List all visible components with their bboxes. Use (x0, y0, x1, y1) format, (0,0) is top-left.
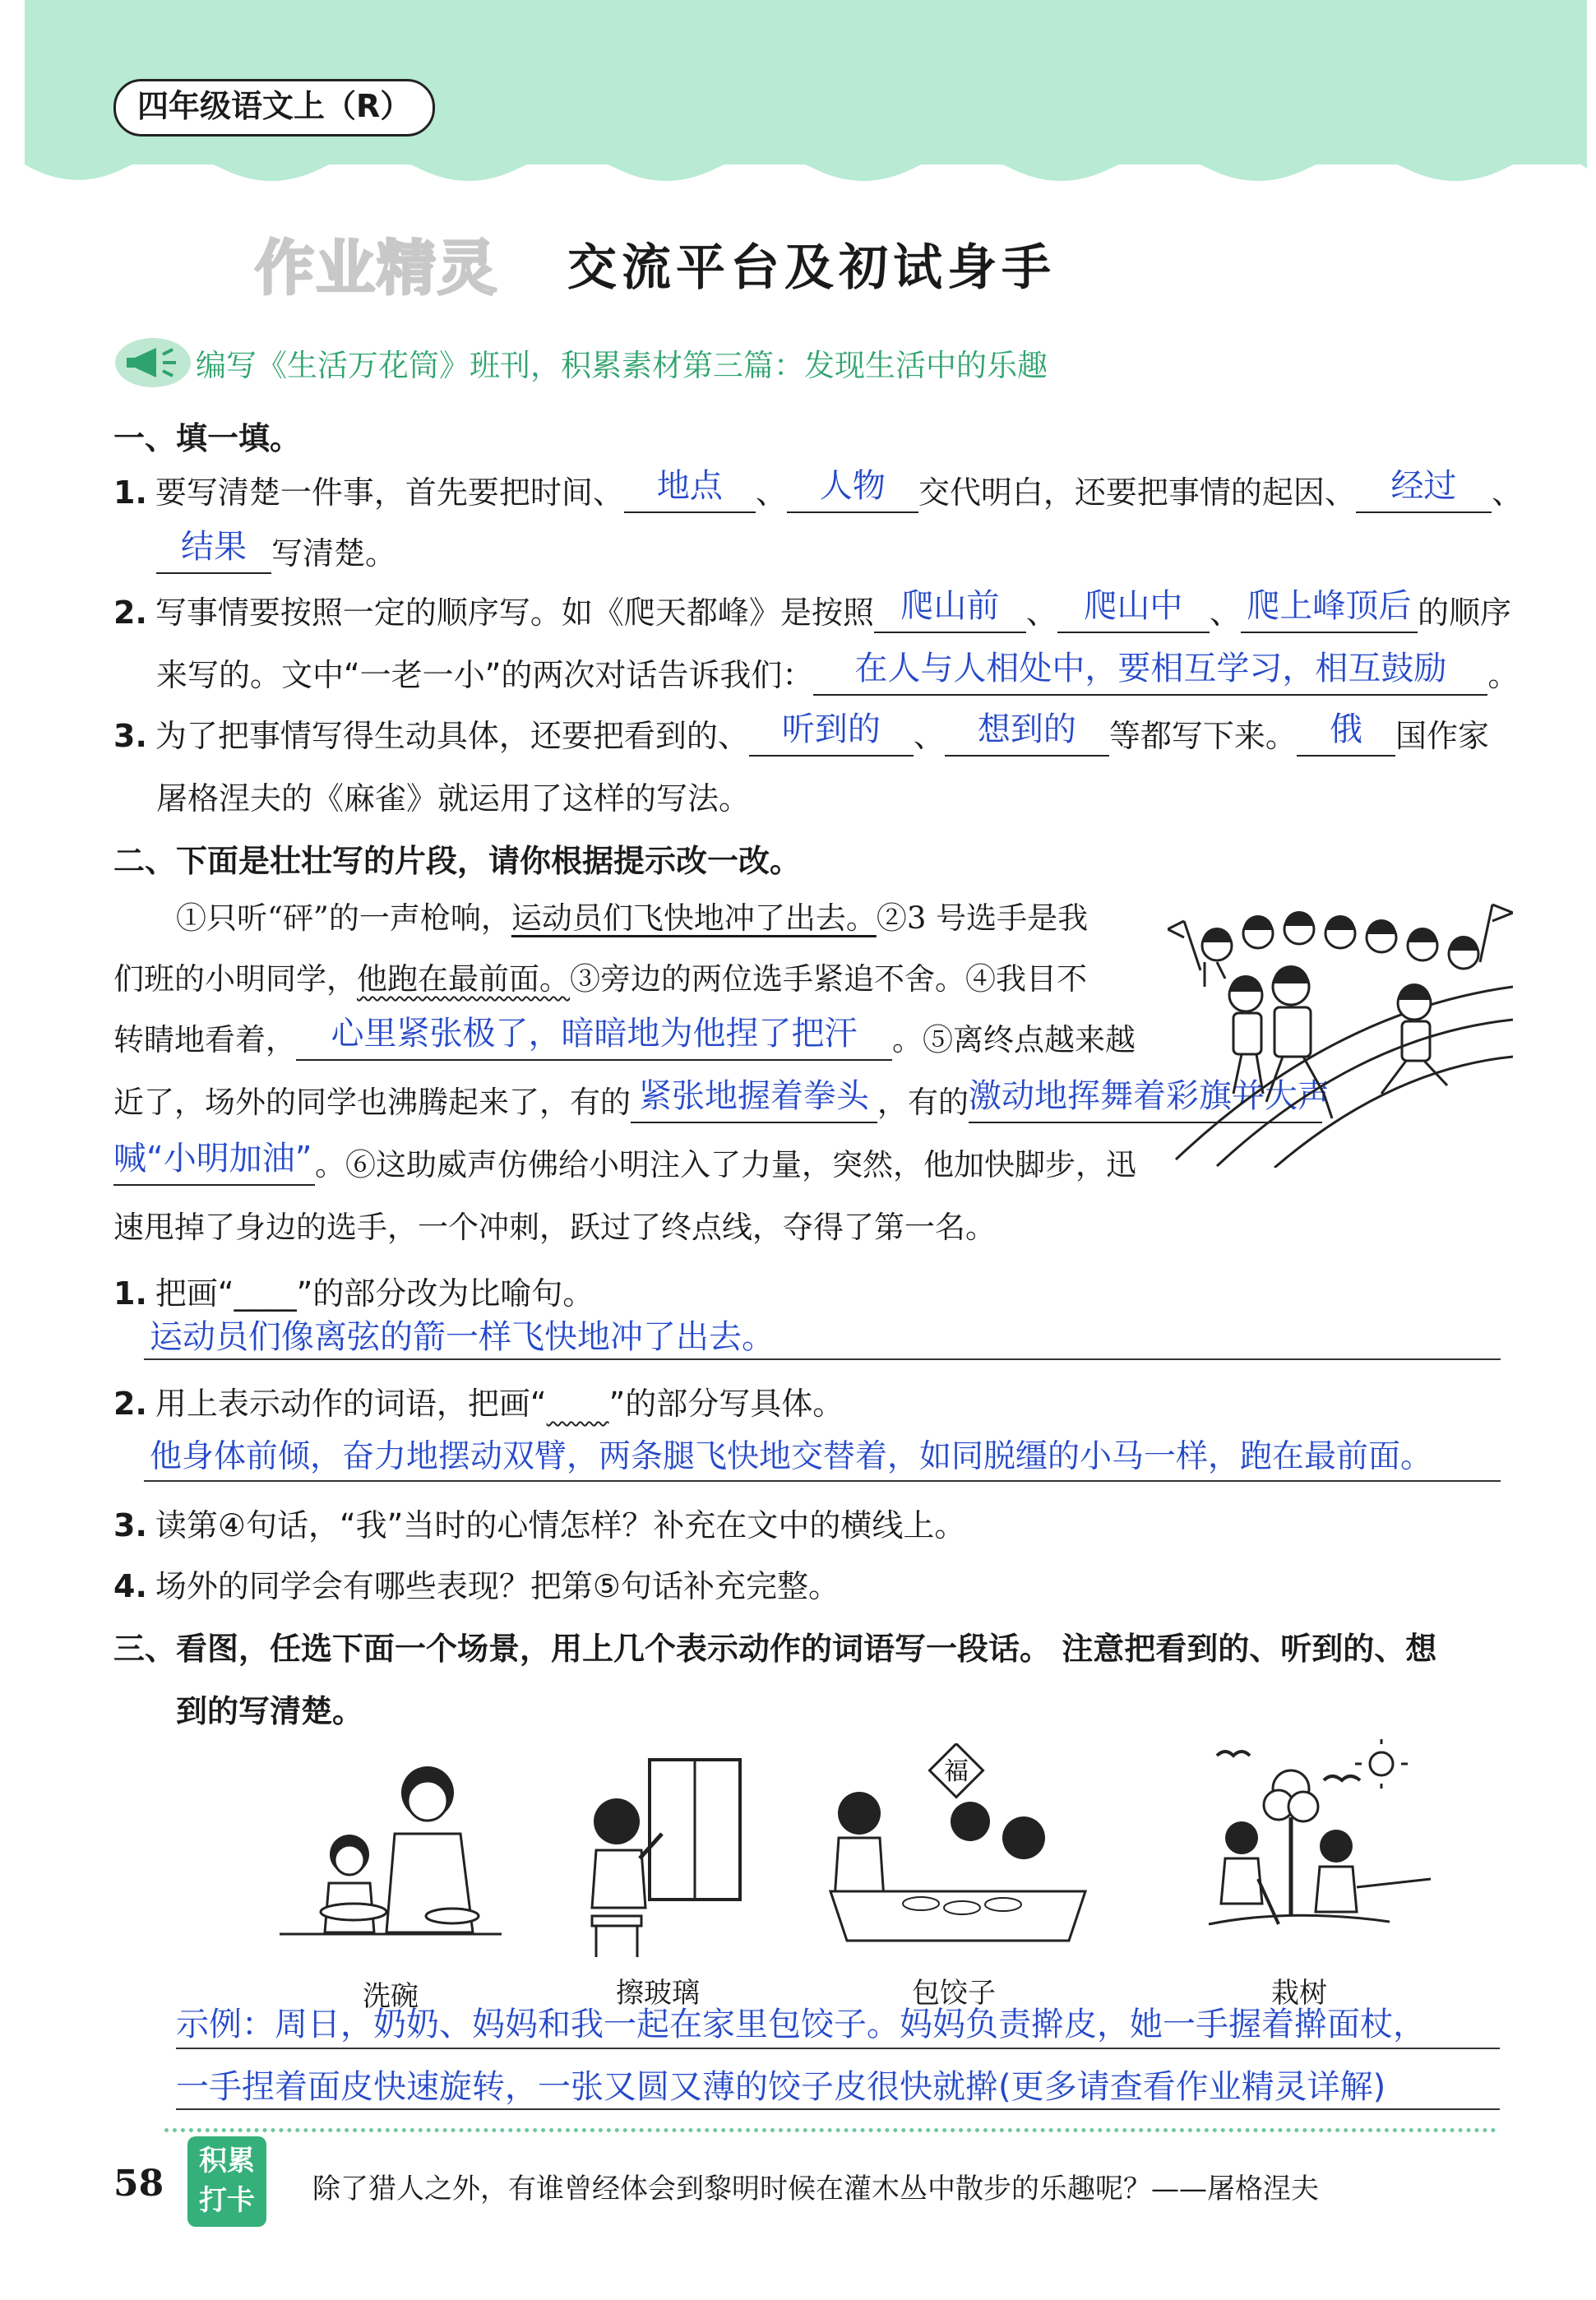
q1-line2 (156, 528, 397, 574)
q2-end: 。 (1487, 657, 1520, 693)
q2-text-3: 来写的。文中“一老一小”的两次对话告诉我们： (156, 657, 814, 693)
badge-line2: 打卡 (199, 2184, 255, 2217)
passage-text: ，有的 (877, 1085, 969, 1120)
scene-planting-tree (1200, 1739, 1439, 1965)
scene-label-1: 洗碗 (363, 1980, 419, 2013)
q1-text-3: 写清楚。 (271, 535, 397, 572)
q2-blank-4[interactable] (813, 650, 1487, 696)
sub4-text: 场外的同学会有哪些表现？把第⑤句话补充完整。 (155, 1568, 840, 1604)
q1-answer-1: 地点 (656, 467, 723, 505)
section3-heading-cont: 到的写清楚。 (176, 1693, 364, 1729)
checkin-badge (187, 2136, 266, 2227)
sub1-line (113, 1273, 594, 1314)
q1-text: 要写清楚一件事，首先要把时间、 (155, 474, 624, 511)
q2-blank-3[interactable] (1241, 587, 1418, 633)
race-illustration (1168, 888, 1513, 1168)
sub2-answer: 他身体前倾，奋力地摆动双臂，两条腿飞快地交替着，如同脱缰的小马一样，跑在最前面。 (150, 1438, 1433, 1475)
q2-answer-3: 爬上峰顶后 (1247, 587, 1412, 625)
sub2-text-2: ”的部分写具体。 (608, 1386, 844, 1422)
passage-blank-1[interactable] (296, 1015, 892, 1061)
passage-text: 。⑥这助威声仿佛给小明注入了力量，突然，他加快脚步，迅 (315, 1147, 1136, 1182)
q3-blank-3[interactable] (1297, 710, 1395, 757)
q3-line1 (113, 710, 1489, 757)
q1-answer-3: 经过 (1390, 467, 1457, 505)
sub1-answer: 运动员们像离弦的箭一样飞快地冲了出去。 (150, 1318, 775, 1356)
sub1-text: 把画“____”的部分改为比喻句。 (155, 1275, 594, 1312)
section3-heading: 三、看图，任选下面一个场景，用上几个表示动作的词语写一段话。 注意把看到的、听到的、想 (113, 1631, 1437, 1667)
q2-text-2: 的顺序 (1417, 595, 1511, 631)
q2-sep: 、 (1025, 595, 1057, 631)
megaphone-icon (113, 333, 192, 392)
passage-line3 (113, 1015, 1136, 1061)
passage-text: 们班的小明同学， (113, 961, 357, 997)
passage-answer-3: 激动地挥舞着彩旗并大声 (969, 1077, 1330, 1115)
q3-text-3: 国作家 (1395, 718, 1489, 754)
passage-text: ①只听“砰”的一声枪响， (176, 900, 511, 936)
q2-answer-2: 爬山中 (1084, 587, 1183, 625)
q3-text-2: 等都写下来。 (1108, 718, 1297, 754)
scene-label-2: 擦玻璃 (616, 1977, 700, 2010)
passage-answer-4: 喊“小明加油” (113, 1140, 312, 1178)
q2-text: 写事情要按照一定的顺序写。如《爬天都峰》是按照 (155, 595, 874, 631)
section2-heading: 二、下面是壮壮写的片段，请你根据提示改一改。 (113, 843, 802, 879)
sub3-text: 读第④句话，“我”当时的心情怎样？补充在文中的横线上。 (155, 1507, 966, 1543)
answer-rule (176, 2108, 1500, 2110)
q1-number: 1. (113, 474, 147, 511)
q2-answer-1: 爬山前 (900, 587, 1000, 625)
passage-text: ②3 号选手是我 (876, 900, 1089, 936)
passage-text: ③旁边的两位选手紧追不舍。④我目不 (570, 961, 1087, 997)
footer-divider (164, 2128, 1497, 2132)
section3-answer-line1: 示例：周日，奶奶、妈妈和我一起在家里包饺子。妈妈负责擀皮，她一手握着擀面杖， (176, 2006, 1426, 2043)
section3-answer-line2: 一手捏着面皮快速旋转，一张又圆又薄的饺子皮很快就擀(更多请查看作业精灵详解) (176, 2068, 1386, 2106)
passage-line2 (113, 959, 1087, 1000)
q1-text-2: 交代明白，还要把事情的起因、 (918, 474, 1356, 511)
q3-sep: 、 (913, 718, 945, 754)
q1-blank-2[interactable] (787, 467, 918, 513)
q3-answer-2: 想到的 (977, 710, 1076, 748)
passage-wavy: 他跑在最前面。 (357, 961, 570, 997)
q1-sep: 、 (755, 474, 787, 511)
sub1-number: 1. (113, 1275, 147, 1312)
q2-number: 2. (113, 595, 147, 631)
passage-line1 (176, 898, 1088, 939)
q2-sep-2: 、 (1209, 595, 1241, 631)
section1-heading: 一、填一填。 (113, 420, 302, 456)
watermark: 作业精灵 (255, 234, 499, 303)
q1-blank-4[interactable] (156, 528, 271, 574)
answer-rule (144, 1480, 1501, 1482)
passage-blank-4[interactable] (113, 1140, 315, 1186)
scene-washing-dishes (271, 1743, 518, 1965)
q2-line1 (113, 587, 1511, 633)
q1-answer-2: 人物 (819, 467, 886, 505)
sub2-number: 2. (113, 1386, 147, 1422)
q2-line2 (156, 650, 1520, 696)
passage-blank-2[interactable] (631, 1077, 877, 1123)
q1-sep-2: 、 (1491, 474, 1523, 511)
q3-answer-3: 俄 (1329, 710, 1362, 748)
sub3-line (113, 1505, 965, 1546)
passage-line5 (113, 1140, 1136, 1186)
q2-blank-2[interactable] (1057, 587, 1210, 633)
scene-label-3: 包饺子 (912, 1977, 996, 2010)
passage-line4 (113, 1077, 1330, 1123)
q3-blank-2[interactable] (945, 710, 1109, 757)
page-number: 58 (113, 2163, 164, 2205)
sub4-number: 4. (113, 1568, 147, 1604)
wavy-mark (547, 1386, 609, 1422)
badge-line1: 积累 (199, 2145, 255, 2177)
q2-answer-4: 在人与人相处中，要相互学习，相互鼓励 (854, 650, 1447, 687)
scene-label-4: 栽树 (1271, 1977, 1327, 2010)
grade-badge: 四年级语文上（R） (113, 79, 435, 137)
footer-quote: 除了猎人之外，有谁曾经体会到黎明时候在灌木丛中散步的乐趣呢？——屠格涅夫 (312, 2173, 1319, 2205)
q3-number: 3. (113, 718, 147, 754)
answer-rule (176, 2048, 1500, 2049)
passage-answer-2: 紧张地握着拳头 (639, 1077, 869, 1115)
q1-blank-1[interactable] (624, 467, 756, 513)
fu-character: 福 (944, 1757, 969, 1786)
passage-text: 。⑤离终点越来越 (892, 1022, 1136, 1057)
passage-answer-1: 心里紧张极了，暗暗地为他捏了把汗 (331, 1015, 858, 1053)
passage-text: 近了，场外的同学也沸腾起来了，有的 (113, 1085, 631, 1120)
scene-making-dumplings (822, 1743, 1094, 1965)
q3-text: 为了把事情写得生动具体，还要把看到的、 (155, 718, 749, 754)
sub2-line (113, 1383, 844, 1424)
q2-blank-1[interactable] (874, 587, 1026, 633)
sub2-text: 用上表示动作的词语，把画“ (155, 1386, 547, 1422)
scene-cleaning-window (567, 1743, 756, 1965)
q1-line1 (113, 467, 1523, 513)
passage-text: 转睛地看着， (113, 1022, 296, 1057)
q3-answer-1: 听到的 (781, 710, 881, 748)
q3-line2: 屠格涅夫的《麻雀》就运用了这样的写法。 (156, 780, 751, 817)
page-title: 交流平台及初试身手 (567, 239, 1056, 297)
answer-rule (144, 1358, 1501, 1360)
passage-line6: 速甩掉了身边的选手，一个冲刺，跃过了终点线，夺得了第一名。 (113, 1210, 996, 1245)
sub3-number: 3. (113, 1507, 147, 1543)
passage-underlined-1: 运动员们飞快地冲了出去。 (511, 900, 877, 936)
sub4-line (113, 1566, 840, 1607)
q3-blank-1[interactable] (749, 710, 914, 757)
q1-blank-3[interactable] (1356, 467, 1492, 513)
section-banner: 编写《生活万花筒》班刊，积累素材第三篇：发现生活中的乐趣 (196, 348, 1048, 383)
q1-answer-4: 结果 (181, 528, 247, 566)
